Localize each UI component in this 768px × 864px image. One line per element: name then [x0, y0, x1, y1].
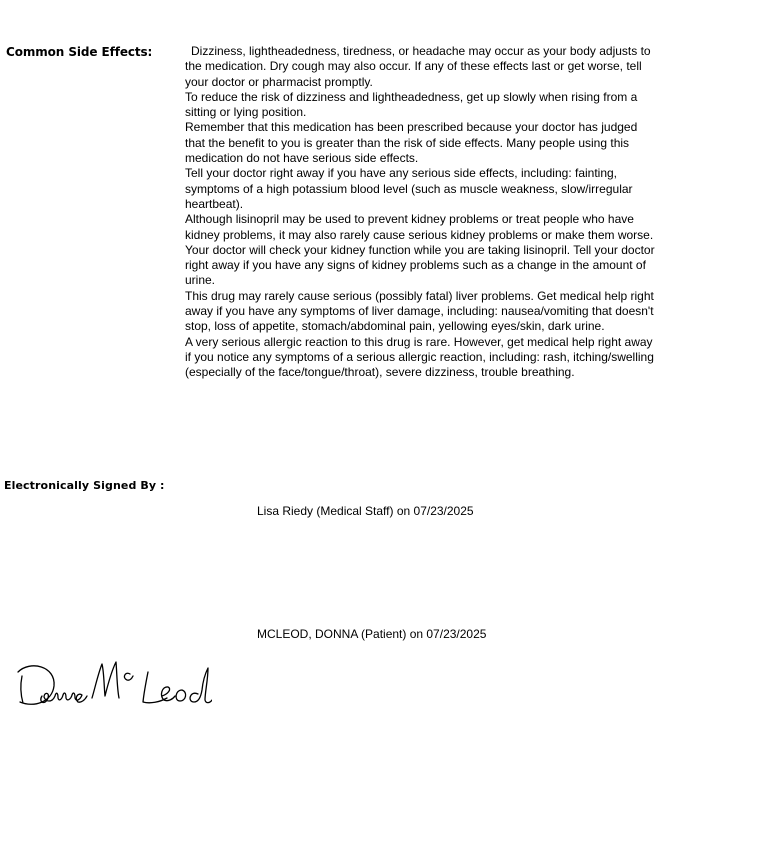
- staff-signature-line: Lisa Riedy (Medical Staff) on 07/23/2025: [257, 504, 474, 518]
- electronically-signed-label: Electronically Signed By :: [4, 479, 165, 492]
- side-effects-body: [185, 44, 657, 381]
- handwritten-signature: [12, 652, 212, 716]
- side-effects-paragraph: Although lisinopril may be used to prevent kidney problems or treat people who have kidney problems, it may also rarely cause serious kidney problems or make them worse. Your doctor will check your kidney function while you are taking lisinopril. Tell your doctor right away if you have any signs of kidney problems such as a change in the amount of urine.: [185, 212, 655, 288]
- side-effects-paragraph: Tell your doctor right away if you have any serious side effects, including: fainting, symptoms of a high potassium blood level (such as muscle weakness, slow/irregular heartbeat).: [185, 166, 633, 211]
- side-effects-paragraph: To reduce the risk of dizziness and lightheadedness, get up slowly when rising from a sitting or lying position.: [185, 89, 638, 120]
- side-effects-paragraph: A very serious allergic reaction to this drug is rare. However, get medical help right away if you notice any symptoms of a serious allergic reaction, including: rash, itching/swelling (especially of the face/tongue/throat), severe dizziness, trouble breathing.: [185, 334, 654, 380]
- side-effects-paragraph: Dizziness, lightheadedness, tiredness, or headache may occur as your body adjusts to the medication. Dry cough may also occur. If any of these effects last or get worse, tell your doctor or pharmacist promptly.: [185, 44, 651, 89]
- side-effects-paragraph: Remember that this medication has been prescribed because your doctor has judged that the benefit to you is greater than the risk of side effects. Many people using this medication do not have serious side effects.: [185, 120, 638, 166]
- side-effects-label: Common Side Effects:: [6, 45, 153, 59]
- patient-signature-line: MCLEOD, DONNA (Patient) on 07/23/2025: [257, 627, 487, 641]
- side-effects-paragraph: This drug may rarely cause serious (possibly fatal) liver problems. Get medical help right away if you have any symptoms of liver damage, including: nausea/vomiting that doesn't stop, loss of appetite, stomach/abdominal pain, yellowing eyes/skin, dark urine.: [185, 288, 654, 334]
